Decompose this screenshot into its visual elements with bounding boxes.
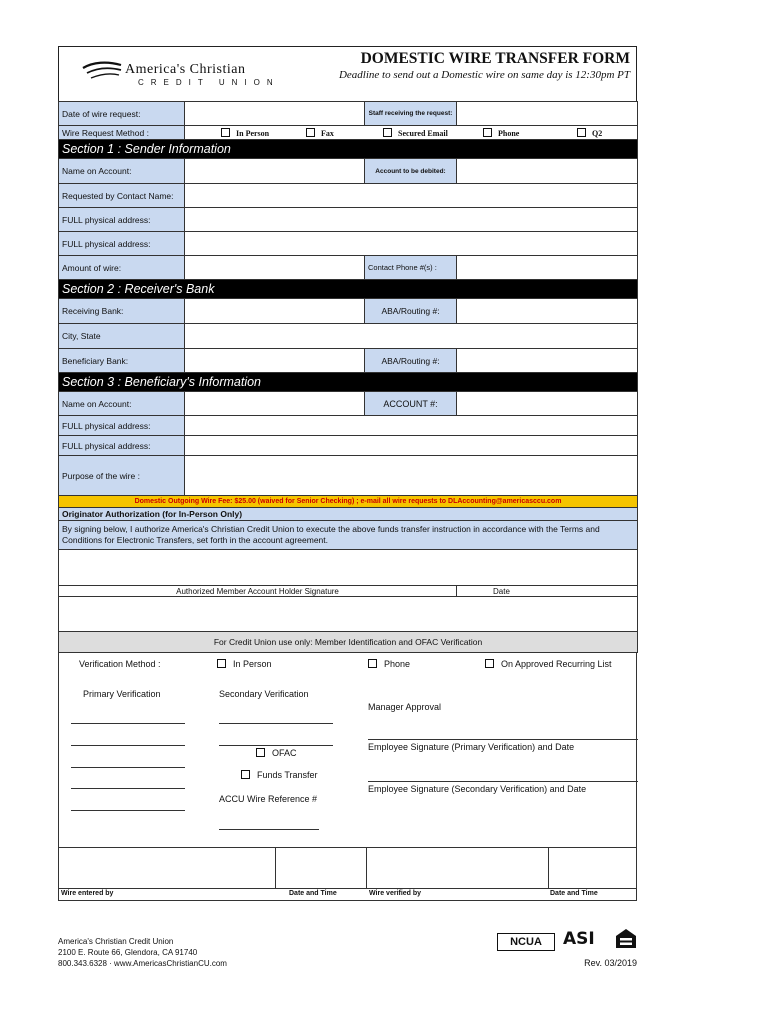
beneficiary-name-row: [59, 392, 638, 416]
aba-routing-label: ABA/Routing #:: [365, 299, 457, 324]
sender-address1-field[interactable]: [185, 208, 638, 232]
revision-label: Rev. 03/2019: [584, 958, 637, 968]
primary-verification-label: Primary Verification: [83, 689, 161, 699]
staff-label: Staff receiving the request:: [365, 102, 457, 126]
beneficiary-address2-row: [59, 436, 638, 456]
manager-approval-line[interactable]: [368, 739, 638, 740]
logo-name: America's Christian: [125, 62, 246, 77]
section1-title: Section 1 : Sender Information: [59, 140, 638, 159]
account-number-field[interactable]: [457, 392, 638, 416]
authorization-heading-row: [59, 508, 638, 521]
wire-entry-box: [58, 847, 637, 901]
asi-logo: ASI: [563, 929, 595, 949]
date-row: [59, 102, 638, 126]
signature-date-label: Date: [457, 586, 638, 597]
contact-phone-label: Contact Phone #(s) :: [365, 256, 457, 280]
city-state-field[interactable]: [185, 324, 638, 349]
debit-account-label: Account to be debited:: [365, 159, 457, 184]
checkbox-icon[interactable]: [368, 659, 377, 668]
checkbox-icon[interactable]: [306, 128, 315, 137]
signature-label: Authorized Member Account Holder Signature: [59, 586, 457, 597]
insurance-badges: [497, 927, 637, 953]
wire-entered-label: Wire entered by: [61, 890, 114, 897]
form-header: [58, 46, 637, 101]
accu-reference-line[interactable]: [219, 829, 319, 830]
primary-line-4[interactable]: [71, 788, 185, 789]
purpose-row: [59, 456, 638, 496]
aba-routing-field[interactable]: [457, 299, 638, 324]
account-number-label: ACCOUNT #:: [365, 392, 457, 416]
checkbox-icon[interactable]: [483, 128, 492, 137]
signature-date-field[interactable]: [59, 597, 638, 632]
method-secured-email[interactable]: Secured Email: [383, 128, 448, 138]
equal-housing-icon: [615, 928, 637, 950]
verify-in-person-option[interactable]: In Person: [217, 659, 272, 669]
employee-secondary-label: Employee Signature (Secondary Verification) and Date: [368, 784, 587, 794]
signature-row: [59, 550, 638, 586]
section3-title: Section 3 : Beneficiary's Information: [59, 373, 638, 392]
beneficiary-address1-row: [59, 416, 638, 436]
funds-transfer-option[interactable]: Funds Transfer: [241, 770, 318, 780]
fee-row: [59, 496, 638, 508]
signature-field[interactable]: [59, 550, 638, 586]
verification-method-label: Verification Method :: [79, 659, 161, 669]
date-field[interactable]: [185, 102, 365, 126]
beneficiary-bank-row: [59, 349, 638, 373]
section1-header: [59, 140, 638, 159]
employee-primary-line[interactable]: [368, 781, 638, 782]
section2-title: Section 2 : Receiver's Bank: [59, 280, 638, 299]
entered-datetime-label: Date and Time: [289, 890, 337, 897]
aba-routing-2-label: ABA/Routing #:: [365, 349, 457, 373]
amount-field[interactable]: [185, 256, 365, 280]
method-phone[interactable]: Phone: [483, 128, 519, 138]
city-state-row: [59, 324, 638, 349]
footer: [58, 929, 637, 974]
sender-address2-field[interactable]: [185, 232, 638, 256]
primary-line-2[interactable]: [71, 745, 185, 746]
verify-phone-option[interactable]: Phone: [368, 659, 410, 669]
primary-line-1[interactable]: [71, 723, 185, 724]
signature-caption-row: [59, 586, 638, 597]
manager-approval-label: Manager Approval: [368, 702, 442, 712]
deadline-note: Deadline to send out a Domestic wire on same day is 12:30pm PT: [338, 69, 630, 81]
purpose-field[interactable]: [185, 456, 638, 496]
sender-address2-label: FULL physical address:: [59, 232, 185, 256]
address-line-3: 800.343.6328 · www.AmericasChristianCU.com: [58, 959, 227, 968]
method-fax[interactable]: Fax: [306, 128, 334, 138]
signature-spacer-row: [59, 597, 638, 632]
method-row: [59, 126, 638, 140]
cu-use-row: [59, 632, 638, 653]
aba-routing-2-field[interactable]: [457, 349, 638, 373]
checkbox-icon[interactable]: [221, 128, 230, 137]
wire-transfer-form: [58, 46, 637, 901]
verification-section: [58, 653, 637, 847]
beneficiary-bank-label: Beneficiary Bank:: [59, 349, 185, 373]
checkbox-icon[interactable]: [577, 128, 586, 137]
beneficiary-address1-field[interactable]: [185, 416, 638, 436]
beneficiary-bank-field[interactable]: [185, 349, 365, 373]
receiving-bank-field[interactable]: [185, 299, 365, 324]
authorization-text: By signing below, I authorize America's Christian Credit Union to execute the above funds transfer instruction in accordance with the Terms and Conditions for Electronic Transfers, set forth in the account agreement.: [59, 521, 638, 550]
cu-use-heading: For Credit Union use only: Member Identification and OFAC Verification: [59, 632, 638, 653]
section2-header: [59, 280, 638, 299]
requested-field[interactable]: [185, 184, 638, 208]
credit-union-logo: [81, 57, 281, 89]
section3-header: [59, 373, 638, 392]
amount-row: [59, 256, 638, 280]
address-line-1: America's Christian Credit Union: [58, 937, 174, 946]
entry-divider: [59, 888, 636, 889]
entered-datetime-field[interactable]: [276, 848, 367, 888]
wire-entered-field[interactable]: [59, 848, 276, 888]
beneficiary-name-field[interactable]: [185, 392, 365, 416]
primary-line-5[interactable]: [71, 810, 185, 811]
credit-union-address: [58, 936, 227, 969]
beneficiary-address2-label: FULL physical address:: [59, 436, 185, 456]
debit-account-field[interactable]: [457, 159, 638, 184]
ncua-logo: NCUA: [497, 933, 555, 951]
purpose-label: Purpose of the wire :: [59, 456, 185, 496]
checkbox-icon[interactable]: [217, 659, 226, 668]
verified-datetime-label: Date and Time: [550, 890, 598, 897]
secondary-line-2[interactable]: [219, 745, 333, 746]
amount-label: Amount of wire:: [59, 256, 185, 280]
checkbox-icon[interactable]: [256, 748, 265, 757]
wire-verified-label: Wire verified by: [369, 890, 422, 897]
verify-recurring-option[interactable]: On Approved Recurring List: [485, 659, 612, 669]
method-options: [185, 126, 638, 140]
method-in-person[interactable]: In Person: [221, 128, 269, 138]
sender-address1-label: FULL physical address:: [59, 208, 185, 232]
beneficiary-address2-field[interactable]: [185, 436, 638, 456]
form-title: DOMESTIC WIRE TRANSFER FORM: [360, 50, 630, 67]
method-q2[interactable]: Q2: [577, 128, 602, 138]
secondary-line-1[interactable]: [219, 723, 333, 724]
swoosh-icon: [81, 59, 123, 83]
checkbox-icon[interactable]: [241, 770, 250, 779]
receiving-bank-row: [59, 299, 638, 324]
address-line-2: 2100 E. Route 66, Glendora, CA 91740: [58, 948, 198, 957]
form-table: [58, 101, 638, 653]
wire-verified-field[interactable]: [367, 848, 549, 888]
accu-reference-label: ACCU Wire Reference #: [219, 794, 318, 804]
sender-name-row: [59, 159, 638, 184]
logo-subtitle: CREDIT UNION: [138, 78, 280, 87]
secondary-verification-label: Secondary Verification: [219, 689, 309, 699]
date-label: Date of wire request:: [59, 102, 185, 126]
fee-notice: Domestic Outgoing Wire Fee: $25.00 (waived for Senior Checking) ; e-mail all wire requests to DLAccounting@americasccu.com: [59, 496, 638, 508]
staff-field[interactable]: [457, 102, 638, 126]
method-label: Wire Request Method :: [59, 126, 185, 140]
sender-address2-row: [59, 232, 638, 256]
contact-phone-field[interactable]: [457, 256, 638, 280]
sender-name-field[interactable]: [185, 159, 365, 184]
receiving-bank-label: Receiving Bank:: [59, 299, 185, 324]
requested-label: Requested by Contact Name:: [59, 184, 185, 208]
city-state-label: City, State: [59, 324, 185, 349]
beneficiary-name-label: Name on Account:: [59, 392, 185, 416]
checkbox-icon[interactable]: [383, 128, 392, 137]
requested-row: [59, 184, 638, 208]
authorization-heading: Originator Authorization (for In-Person Only): [59, 508, 638, 521]
sender-address1-row: [59, 208, 638, 232]
checkbox-icon[interactable]: [485, 659, 494, 668]
beneficiary-address1-label: FULL physical address:: [59, 416, 185, 436]
authorization-text-row: [59, 521, 638, 550]
sender-name-label: Name on Account:: [59, 159, 185, 184]
primary-line-3[interactable]: [71, 767, 185, 768]
ofac-option[interactable]: OFAC: [256, 748, 297, 758]
employee-primary-label: Employee Signature (Primary Verification) and Date: [368, 742, 575, 752]
